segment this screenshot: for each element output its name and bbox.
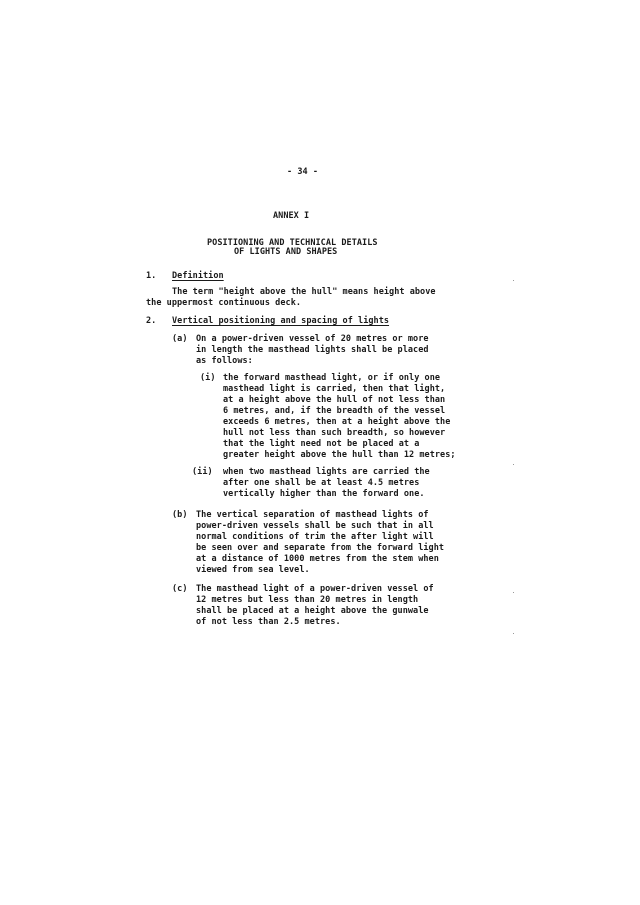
subitem-i-text-line: masthead light is carried, then that light, bbox=[223, 384, 446, 394]
heading-line-1: POSITIONING AND TECHNICAL DETAILS bbox=[207, 238, 378, 248]
subitem-ii-marker: (ii) bbox=[192, 467, 213, 477]
subitem-i-text-line: exceeds 6 metres, then at a height above the bbox=[223, 417, 451, 427]
item-b-text-line: The vertical separation of masthead lights of bbox=[196, 510, 429, 520]
item-c-text-line: of not less than 2.5 metres. bbox=[196, 617, 341, 627]
scan-speck bbox=[513, 464, 514, 465]
subitem-i-text-line: hull not less than such breadth, so however bbox=[223, 428, 446, 438]
item-a-text-line: as follows: bbox=[196, 356, 253, 366]
section-1-text-line: the uppermost continuous deck. bbox=[146, 298, 302, 308]
scan-speck bbox=[513, 633, 514, 634]
subitem-i-text-line: at a height above the hull of not less than bbox=[223, 395, 446, 405]
subitem-i-text-line: the forward masthead light, or if only one bbox=[223, 373, 441, 383]
item-c-text-line: 12 metres but less than 20 metres in length bbox=[196, 595, 419, 605]
annex-title: ANNEX I bbox=[273, 211, 310, 221]
scan-speck bbox=[513, 592, 514, 593]
item-b-text-line: normal conditions of trim the after light will bbox=[196, 532, 434, 542]
section-1-title: Definition bbox=[172, 271, 224, 281]
section-2-number: 2. bbox=[146, 316, 157, 326]
item-b-text-line: power-driven vessels shall be such that in all bbox=[196, 521, 434, 531]
subitem-ii-text-line: when two masthead lights are carried the bbox=[223, 467, 430, 477]
section-1-text-line: The term "height above the hull" means height above bbox=[172, 287, 436, 297]
item-b-text-line: be seen over and separate from the forward light bbox=[196, 543, 445, 553]
item-c-marker: (c) bbox=[172, 584, 188, 594]
item-a-text-line: On a power-driven vessel of 20 metres or more bbox=[196, 334, 429, 344]
page-number: - 34 - bbox=[287, 167, 319, 177]
item-a-marker: (a) bbox=[172, 334, 188, 344]
subitem-i-text-line: that the light need not be placed at a bbox=[223, 439, 420, 449]
section-1-number: 1. bbox=[146, 271, 157, 281]
scan-speck bbox=[513, 280, 514, 281]
subitem-i-marker: (i) bbox=[200, 373, 216, 383]
subitem-i-text-line: 6 metres, and, if the breadth of the vessel bbox=[223, 406, 446, 416]
item-c-text-line: The masthead light of a power-driven vessel of bbox=[196, 584, 434, 594]
item-c-text-line: shall be placed at a height above the gunwale bbox=[196, 606, 429, 616]
heading-line-2: OF LIGHTS AND SHAPES bbox=[234, 247, 338, 257]
item-a-text-line: in length the masthead lights shall be placed bbox=[196, 345, 429, 355]
subitem-ii-text-line: vertically higher than the forward one. bbox=[223, 489, 425, 499]
subitem-i-text-line: greater height above the hull than 12 metres; bbox=[223, 450, 456, 460]
item-b-marker: (b) bbox=[172, 510, 188, 520]
item-b-text-line: at a distance of 1000 metres from the stem when bbox=[196, 554, 439, 564]
item-b-text-line: viewed from sea level. bbox=[196, 565, 310, 575]
section-2-title: Vertical positioning and spacing of lights bbox=[172, 316, 390, 326]
subitem-ii-text-line: after one shall be at least 4.5 metres bbox=[223, 478, 420, 488]
